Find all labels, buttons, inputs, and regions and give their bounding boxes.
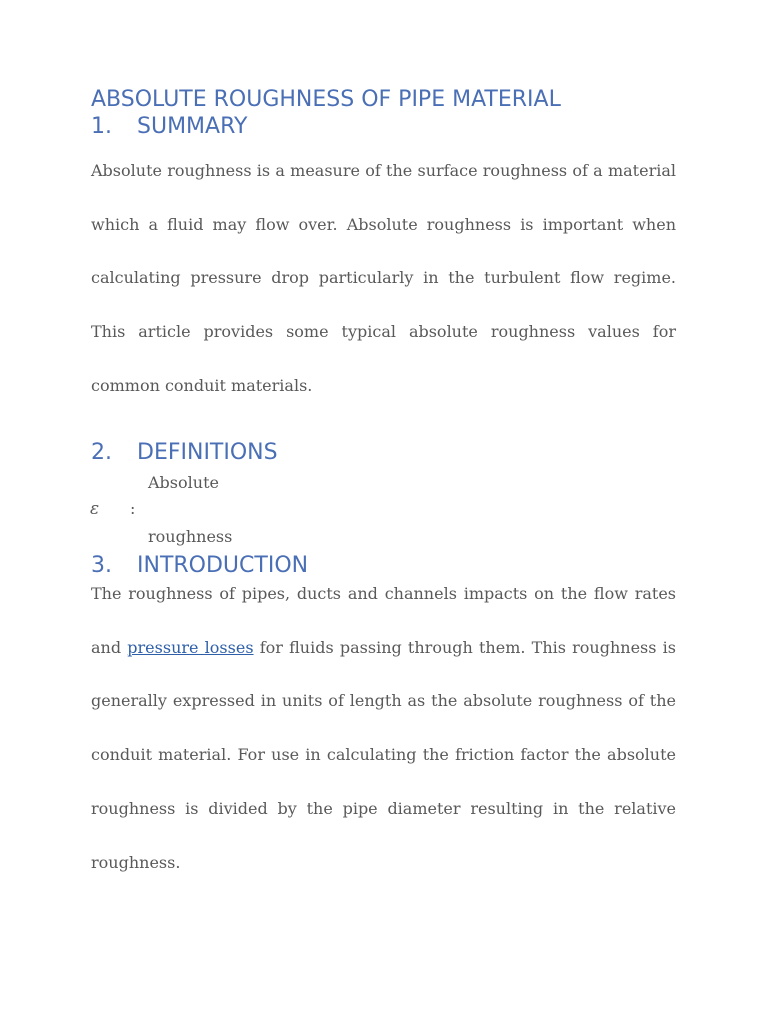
document-title: ABSOLUTE ROUGHNESS OF PIPE MATERIAL [91,87,561,112]
definition-term-line-2: roughness [148,527,233,546]
introduction-text-start: The roughness of pipes, ducts and channels impacts on the flow rates and [91,584,676,657]
section-title: SUMMARY [137,114,248,139]
introduction-text-end: for fluids passing through them. This roughness is generally expressed in units of length as the absolute roughness of the conduit material. For use in calculating the friction factor the absolute roughness is divided by the pipe diameter resulting in the relative roughness. [91,637,676,872]
definition-separator: : [130,499,136,518]
definition-term-line-1: Absolute [148,473,219,492]
pressure-losses-link[interactable]: pressure losses [127,637,254,657]
section-heading-definitions [91,439,278,466]
section-number: 2. [91,440,112,465]
section-title: DEFINITIONS [137,440,278,465]
summary-paragraph: Absolute roughness is a measure of the surface roughness of a material which a fluid may flow over. Absolute roughness is important when calculating pressure drop particularly in the turbulent flow regime. This article provides some typical absolute roughness values for common conduit materials. [91,161,676,395]
section-number: 3. [91,553,112,578]
section-heading-summary [91,113,247,140]
introduction-paragraph [91,567,676,889]
section-number: 1. [91,114,112,139]
definition-symbol: ε [90,499,100,519]
section-title: INTRODUCTION [137,553,309,578]
